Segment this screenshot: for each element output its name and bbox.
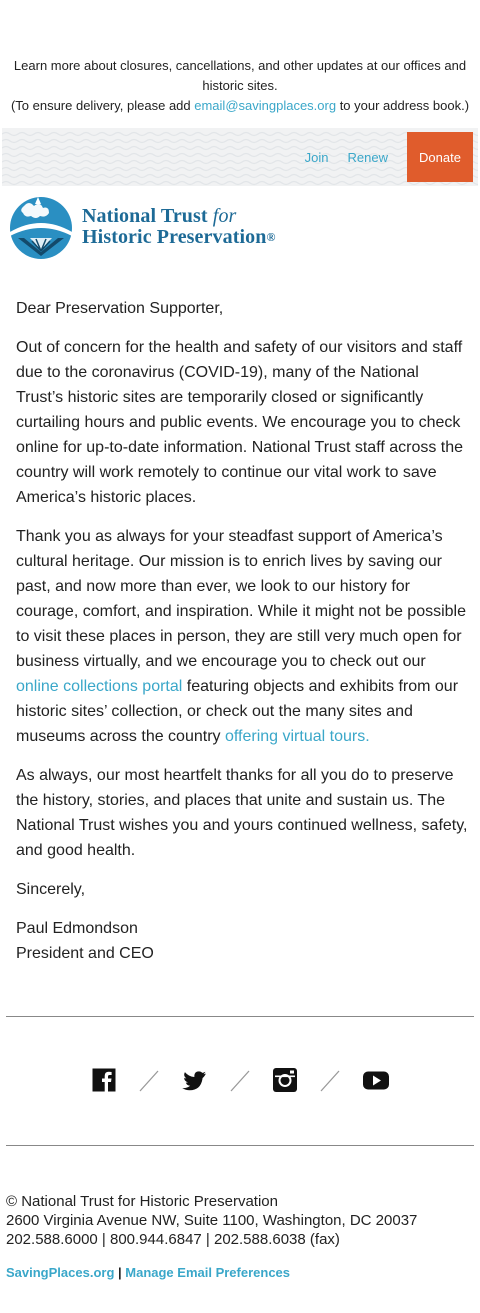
savingplaces-link[interactable]: SavingPlaces.org [6,1265,115,1280]
slash-divider-icon [138,1066,160,1094]
virtual-tours-link[interactable]: offering virtual tours. [224,728,370,745]
logo-wordmark [82,206,276,248]
youtube-icon[interactable] [362,1066,390,1094]
manage-email-preferences-link[interactable]: Manage Email Preferences [125,1265,291,1280]
registered-mark: ® [266,230,276,244]
paragraph-thank-you [16,524,468,749]
copyright-text: © National Trust for Historic Preservation [6,1193,278,1210]
signature [16,916,468,966]
footer-links [6,1263,476,1282]
greeting: Dear Preservation Supporter, [16,300,224,317]
social-links [90,1066,390,1096]
twitter-icon[interactable] [181,1066,207,1094]
logo-emblem-icon [8,194,74,260]
preheader-updates-text: Learn more about closures, cancellations, and other updates at our offices and historic sites. [13,58,467,93]
paragraph-thank-you-b: featuring objects and exhibits from our historic sites’ collection, or check out the many sites and museums across the country [16,678,459,745]
divider-top [6,1016,474,1017]
logo-line1-italic: for [212,205,237,227]
delivery-note-after: to your address book.) [336,98,470,113]
footer-link-separator: | [114,1265,126,1280]
facebook-icon[interactable] [92,1066,116,1094]
delivery-note-before: (To ensure delivery, please add [10,98,195,113]
signer-title: President and CEO [16,945,154,962]
online-collections-link[interactable]: online collections portal [16,678,183,695]
letter-body [16,296,468,966]
paragraph-thank-you-a: Thank you as always for your steadfast support of America’s cultural heritage. Our mission is to enrich lives by saving our past, and now more than ever, we look to our history for courage, comfort, and inspiration. While it might not be possible to visit these places in person, they are still very much open for business virtually, and we encourage you to check out our [16,528,467,670]
instagram-icon[interactable] [272,1066,298,1094]
preheader [0,56,480,116]
logo-line2: Historic Preservation [82,226,267,248]
phone-numbers: 202.588.6000 | 800.944.6847 | 202.588.6038 (fax) [6,1231,340,1248]
logo-line1: National Trust [82,205,213,227]
slash-divider-icon [319,1066,341,1094]
email-address-link[interactable]: email@savingplaces.org [194,98,337,113]
national-trust-logo[interactable] [8,194,288,260]
paragraph-covid-closures: Out of concern for the health and safety of our visitors and staff due to the coronavirus (COVID-19), many of the National Trust’s historic sites are temporarily closed or significantly curtailing hours and public events. We encourage you to check online for up-to-date information. National Trust staff across the country will work remotely to continue our vital work to save America’s historic places. [16,339,464,506]
renew-link[interactable]: Renew [347,149,388,165]
paragraph-thanks: As always, our most heartfelt thanks for all you do to preserve the history, stories, and places that unite and sustain us. The National Trust wishes you and yours continued wellness, safety, and good health. [16,767,468,859]
donate-button[interactable]: Donate [407,132,473,182]
signer-name: Paul Edmondson [16,920,138,937]
slash-divider-icon [229,1066,251,1094]
divider-bottom [6,1145,474,1146]
footer [6,1192,476,1282]
join-link[interactable]: Join [304,149,329,165]
nav-links [305,132,473,182]
mailing-address: 2600 Virginia Avenue NW, Suite 1100, Washington, DC 20037 [6,1212,418,1229]
closing: Sincerely, [16,881,86,898]
nav-bar [2,128,478,186]
preheader-delivery-note [0,96,480,116]
